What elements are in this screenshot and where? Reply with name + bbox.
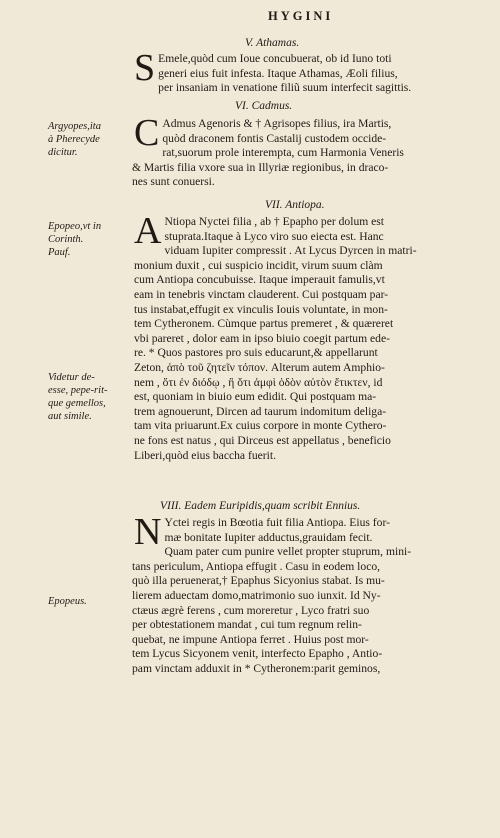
text-line: Ntiopa Nyctei filia , ab † Epapho per dolum est [164, 215, 385, 228]
text-line: tam vita priuarunt.Ex cuius corpore in monte Cythero- [134, 419, 387, 433]
text-line: & Martis filia vxore sua in Illyriæ regionibus, in draco- [132, 160, 389, 174]
margin-note-line: aut simile. [48, 411, 92, 422]
text-line: Zeton, ἀπὸ τοῦ ζητεῖν τόπον. Alterum autem Amphio- [134, 360, 385, 374]
margin-note-epopeo [48, 220, 130, 259]
text-line: Yctei regis in Bœotia fuit filia Antiopa. Eius for- [164, 516, 390, 529]
text-line: eam in tenebris vinctam clauderent. Cui postquam par- [134, 287, 389, 301]
text-line: pam vinctam adduxit in * Cytheronem:parit geminos, [132, 661, 381, 675]
margin-note-argyopes [48, 120, 130, 159]
text-line: tem Lycus Sicyonem venit, interfecto Epapho , Antio- [132, 647, 383, 661]
drop-cap: C [134, 112, 160, 154]
margin-note-epopeus [48, 595, 130, 608]
section-viii-text [132, 511, 466, 677]
section-heading-viii: VIII. Eadem Euripidis,quam scribit Ennius. [160, 500, 361, 512]
text-line: tans periculum, Antiopa effugit . Casu in eodem loco, [132, 559, 381, 573]
margin-note-line: Argyopes,ita [48, 121, 101, 132]
text-line: Quam pater cum punire vellet propter stuprum, mini- [164, 545, 412, 559]
section-heading-v: V. Athamas. [245, 37, 300, 49]
margin-note-line: Corinth. [48, 234, 84, 245]
text-line: quò illa peruenerat,† Epaphus Sicyonius stabat. Is mu- [132, 574, 385, 588]
margin-note-line: Videtur de- [48, 372, 95, 383]
text-line: nes sunt conuersi. [132, 175, 215, 189]
text-line: Admus Agenoris & † Agrisopes filius, ira Martis, [162, 117, 392, 130]
text-line: tem Cytheronem. Cùmque partus premeret , & quæreret [134, 317, 394, 331]
text-line: per obtestationem mandat , cui tum regnum relin- [132, 618, 362, 632]
text-line: lierem aduectam domo,matrimonio suo iunxit. Id Ny- [132, 588, 381, 602]
text-line: stuprata.Itaque à Lyco viro suo eiecta est. Hanc [164, 229, 384, 243]
text-line: est, quoniam in biuio eum edidit. Qui postquam ma- [134, 390, 377, 404]
text-line: Liberi,quòd eius baccha fuerit. [134, 448, 276, 462]
margin-note-line: à Pherecyde [48, 134, 100, 145]
section-vii-text [134, 210, 466, 463]
text-line: ne fons est natus , qui Dirceus est appellatus , beneficio [134, 433, 391, 447]
text-line: cum Antiopa concubuisse. Itaque imperauit famulis,vt [134, 273, 385, 287]
text-line: rat,suorum prole interempta, cum Harmonia Veneris [162, 146, 404, 160]
text-line: ctæus ægrè ferens , cum moreretur , Lyco fratri suo [132, 603, 370, 617]
text-line: vbi pareret , dolor eam in ipso biuio coegit partum ede- [134, 331, 390, 345]
margin-note-line: Epopeus. [48, 596, 87, 607]
text-line: viduam Iupiter compressit . At Lycus Dyrcen in matri- [164, 244, 417, 258]
drop-cap: S [134, 47, 156, 89]
text-line: Emele,quòd cum Ioue concubuerat, ob id Iuno toti [158, 52, 392, 65]
section-heading-vi: VI. Cadmus. [235, 100, 293, 112]
drop-cap: A [134, 210, 162, 252]
margin-note-line: Pauf. [48, 247, 71, 258]
text-line: nem , ὅτι ἐν διόδῳ , ἢ ὅτι ἀμφὶ ὁδὸν αὐτὸν ἔτικτεν, id [134, 375, 383, 389]
drop-cap: N [134, 511, 162, 553]
text-line: re. * Quos pastores pro suis educarunt,& appellarunt [134, 346, 378, 360]
text-line: quebat, ne impune Antiopa ferret . Huius post mor- [132, 632, 369, 646]
margin-note-line: Epopeo,vt in [48, 221, 102, 232]
text-line: monium duxit , cui suspicio incidit, virum suum clàm [134, 258, 383, 272]
text-line: tus instabat,effugit ex vinculis Iouis voluntate, in mon- [134, 302, 388, 316]
text-line: quòd draconem fontis Castalij custodem occide- [162, 131, 387, 145]
section-v-text [134, 47, 466, 96]
section-heading-vii: VII. Antiopa. [265, 199, 325, 211]
margin-note-line: dicitur. [48, 147, 78, 158]
text-line: per insaniam in venatione filiũ suum interfecit sagittis. [158, 81, 412, 95]
margin-note-videtur [48, 371, 130, 423]
section-vi-text [132, 112, 466, 190]
text-line: mæ bonitate Iupiter adductus,grauidam fecit. [164, 530, 373, 544]
running-head: HYGINI [268, 9, 334, 23]
margin-note-line: esse, pepe-rit- [48, 385, 108, 396]
text-line: trem agnouerunt, Dircen ad taurum indomitum deliga- [134, 404, 387, 418]
text-line: generi eius fuit infesta. Itaque Athamas, Æoli filius, [158, 66, 398, 80]
margin-note-line: que gemellos, [48, 398, 106, 409]
